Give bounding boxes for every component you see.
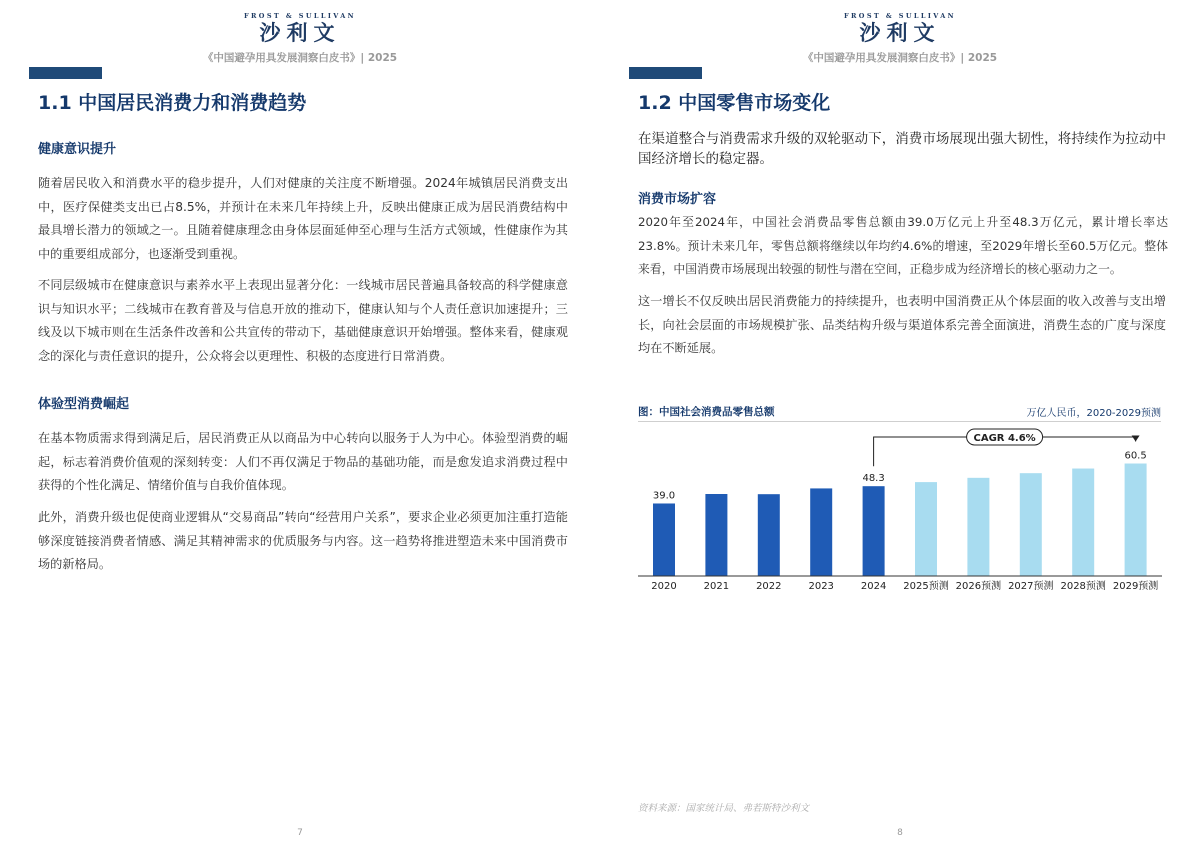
subheading-experience: 体验型消费崛起 xyxy=(38,397,130,412)
x-tick-label: 2027预测 xyxy=(1008,581,1054,592)
brand-logo: 沙利文 xyxy=(259,20,341,45)
x-tick-label: 2025预测 xyxy=(903,581,949,592)
paragraph-text: 随着居民收入和消费水平的稳步提升，人们对健康的关注度不断增强。2024年城镇居民消费支出中，医疗保健类支出已占8.5%，并预计在未来几年持续上升，反映出健康正成为居民消费结构中最具增长潜力的领域之一。且随着健康理念由身体层面延伸至心理与生活方式领域，性健康作为其中的重要组成部分，也逐渐受到重视。 xyxy=(38,176,568,261)
x-tick-label: 2024 xyxy=(860,581,887,592)
paragraph xyxy=(638,211,1168,282)
paragraph-text: 此外，消费升级也促使商业逻辑从“交易商品”转向“经营用户关系”，要求企业必须更加注重打造能够深度链接消费者情感、满足其精神需求的优质服务与内容。这一趋势将推进塑造未来中国消费市场的新格局。 xyxy=(38,510,568,571)
section-title: 1.2 中国零售市场变化 xyxy=(638,92,831,114)
retail-sales-bar-chart xyxy=(630,422,1170,602)
bar-2025预测 xyxy=(915,482,937,576)
x-tick-label: 2028预测 xyxy=(1060,581,1106,592)
bar-2020 xyxy=(653,503,675,576)
page-header xyxy=(0,12,600,65)
page-number: 8 xyxy=(897,828,903,838)
accent-bar xyxy=(29,67,102,79)
section-heading xyxy=(38,393,568,412)
report-subtitle: 《中国避孕用具发展洞察白皮书》| 2025 xyxy=(802,52,998,64)
source-note: 资料来源：国家统计局、弗若斯特沙利文 xyxy=(638,803,810,814)
bar-2028预测 xyxy=(1072,469,1094,576)
bar-2026预测 xyxy=(967,478,989,576)
intro xyxy=(638,130,1166,169)
report-subtitle: 《中国避孕用具发展洞察白皮书》| 2025 xyxy=(202,52,398,64)
chart-title: 图：中国社会消费品零售总额 xyxy=(638,406,775,418)
paragraph xyxy=(638,290,1166,361)
page-header xyxy=(600,12,1200,65)
section-heading xyxy=(38,138,568,157)
cagr-annotation xyxy=(874,429,1140,466)
section-title: 1.1 中国居民消费力和消费趋势 xyxy=(38,92,307,114)
page-number: 7 xyxy=(297,828,303,838)
data-label: 60.5 xyxy=(1124,450,1147,462)
bars-group xyxy=(653,464,1147,576)
bar-2023 xyxy=(810,488,832,576)
x-tick-label: 2020 xyxy=(651,581,677,592)
cagr-arrow xyxy=(1132,436,1140,442)
paragraph xyxy=(38,427,568,498)
brand-english: FROST & SULLIVAN xyxy=(243,12,357,20)
paragraph-text: 在基本物质需求得到满足后，居民消费正从以商品为中心转向以服务于人为中心。体验型消费的崛起，标志着消费价值观的深刻转变：人们不再仅满足于物品的基础功能，而是愈发追求消费过程中获得的个性化满足、情绪价值与自我价值体现。 xyxy=(38,431,568,492)
paragraph-text: 不同层级城市在健康意识与素养水平上表现出显著分化：一线城市居民普遍具备较高的科学健康意识与知识水平；二线城市在教育普及与信息开放的推动下，健康认知与个人责任意识加速提升；三线及以下城市则在生活条件改善和公共宣传的带动下，基础健康意识开始增强。整体来看，健康观念的深化与责任意识的提升，公众将会以更理性、积极的态度进行日常消费。 xyxy=(38,278,568,363)
brand-logo: 沙利文 xyxy=(859,20,941,45)
bar-2022 xyxy=(758,494,780,576)
paragraph-text: 2020年至2024年，中国社会消费品零售总额由39.0万亿元上升至48.3万亿元，累计增长率达23.8%。预计未来几年，零售总额将继续以年均约4.6%的增速，至2029年增长至60.5万亿元。整体来看，中国消费市场展现出较强的韧性与潜在空间，正稳步成为经济增长的核心驱动力之一。 xyxy=(638,215,1168,276)
bar-2024 xyxy=(863,486,885,576)
intro-text: 在渠道整合与消费需求升级的双轮驱动下，消费市场展现出强大韧性，将持续作为拉动中国经济增长的稳定器。 xyxy=(638,131,1166,167)
x-tick-label: 2026预测 xyxy=(955,581,1002,592)
paragraph xyxy=(38,172,568,266)
paragraph xyxy=(38,506,568,577)
data-label: 48.3 xyxy=(862,473,885,485)
paragraph xyxy=(38,274,568,368)
bar-2027预测 xyxy=(1020,473,1042,576)
data-label: 39.0 xyxy=(652,490,676,502)
subheading-health: 健康意识提升 xyxy=(38,142,117,157)
paragraph-text: 这一增长不仅反映出居民消费能力的持续提升，也表明中国消费正从个体层面的收入改善与支出增长，向社会层面的市场规模扩张、品类结构升级与渠道体系完善全面演进，消费生态的广度与深度均在不断延展。 xyxy=(638,294,1166,355)
x-tick-label: 2029预测 xyxy=(1112,581,1159,592)
bar-2029预测 xyxy=(1125,464,1147,576)
bar-2021 xyxy=(705,494,727,576)
x-tick-label: 2023 xyxy=(808,581,834,592)
subheading-market: 消费市场扩容 xyxy=(638,192,717,207)
accent-bar xyxy=(629,67,702,79)
brand-english: FROST & SULLIVAN xyxy=(843,12,957,20)
x-tick-label: 2022 xyxy=(756,581,782,592)
cagr-label: CAGR 4.6% xyxy=(973,433,1036,444)
section-heading xyxy=(638,188,1168,207)
chart-unit: 万亿人民币，2020-2029预测 xyxy=(1026,408,1161,419)
x-tick-label: 2021 xyxy=(703,581,730,592)
